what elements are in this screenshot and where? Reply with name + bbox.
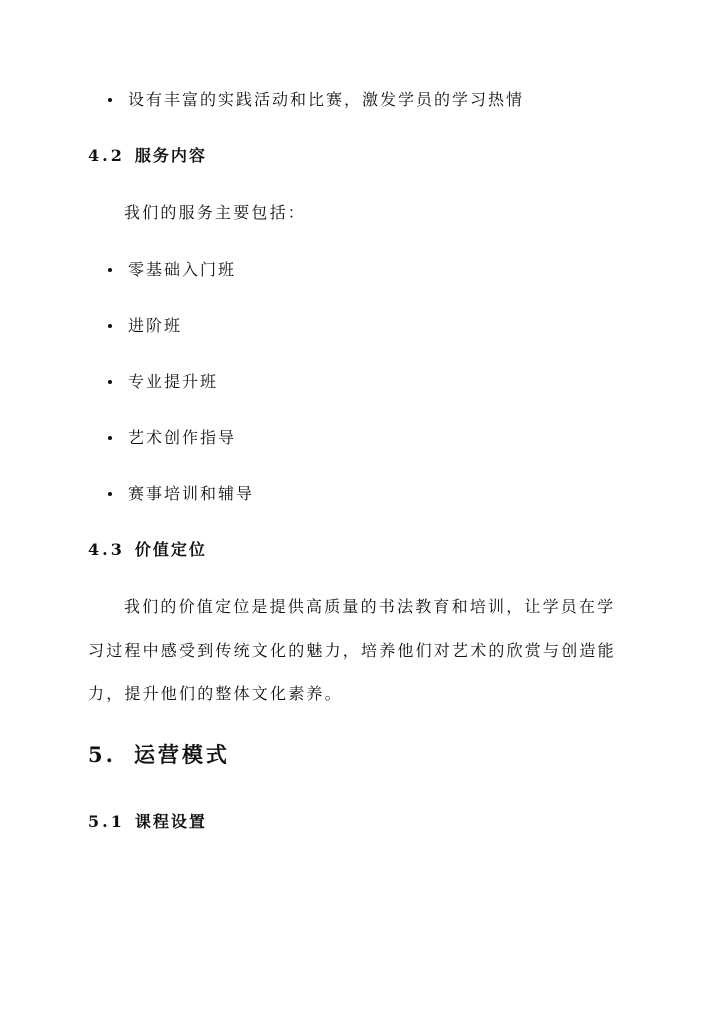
list-item-text: 设有丰富的实践活动和比赛，激发学员的学习热情: [128, 90, 525, 109]
list-item: [108, 484, 254, 504]
paragraph-line: 我们的价值定位是提供高质量的书法教育和培训，让学员在学: [124, 597, 616, 616]
list-item-text: 艺术创作指导: [128, 428, 237, 447]
section-heading-5-1: [88, 812, 207, 832]
section-title: 课程设置: [134, 812, 207, 831]
section-title: 服务内容: [134, 146, 207, 165]
bullet-icon: [108, 268, 112, 272]
list-item-text: 进阶班: [128, 316, 183, 335]
list-item: [108, 372, 218, 392]
section-heading-4-3: [88, 540, 207, 560]
bullet-icon: [108, 436, 112, 440]
section-number: 4.3: [88, 540, 125, 559]
section-number: 5.1: [88, 812, 125, 831]
paragraph-line: 力，提升他们的整体文化素养。: [88, 684, 343, 703]
section-title: 运营模式: [133, 742, 230, 767]
list-item-text: 赛事培训和辅导: [128, 484, 255, 503]
list-item: [108, 428, 236, 448]
section-heading-5: [88, 742, 230, 768]
bullet-icon: [108, 492, 112, 496]
bullet-icon: [108, 380, 112, 384]
bullet-icon: [108, 324, 112, 328]
section-number: 5.: [88, 742, 116, 767]
section-title: 价值定位: [134, 540, 207, 559]
section-number: 4.2: [88, 146, 125, 165]
bullet-icon: [108, 98, 112, 102]
list-item: [108, 90, 524, 110]
list-item: [108, 316, 182, 336]
section-heading-4-2: [88, 146, 207, 166]
list-item: [108, 260, 236, 280]
intro-text: 我们的服务主要包括：: [124, 203, 307, 222]
list-item-text: 专业提升班: [128, 372, 219, 391]
list-item-text: 零基础入门班: [128, 260, 237, 279]
paragraph-line: 习过程中感受到传统文化的魅力，培养他们对艺术的欣赏与创造能: [88, 641, 616, 660]
